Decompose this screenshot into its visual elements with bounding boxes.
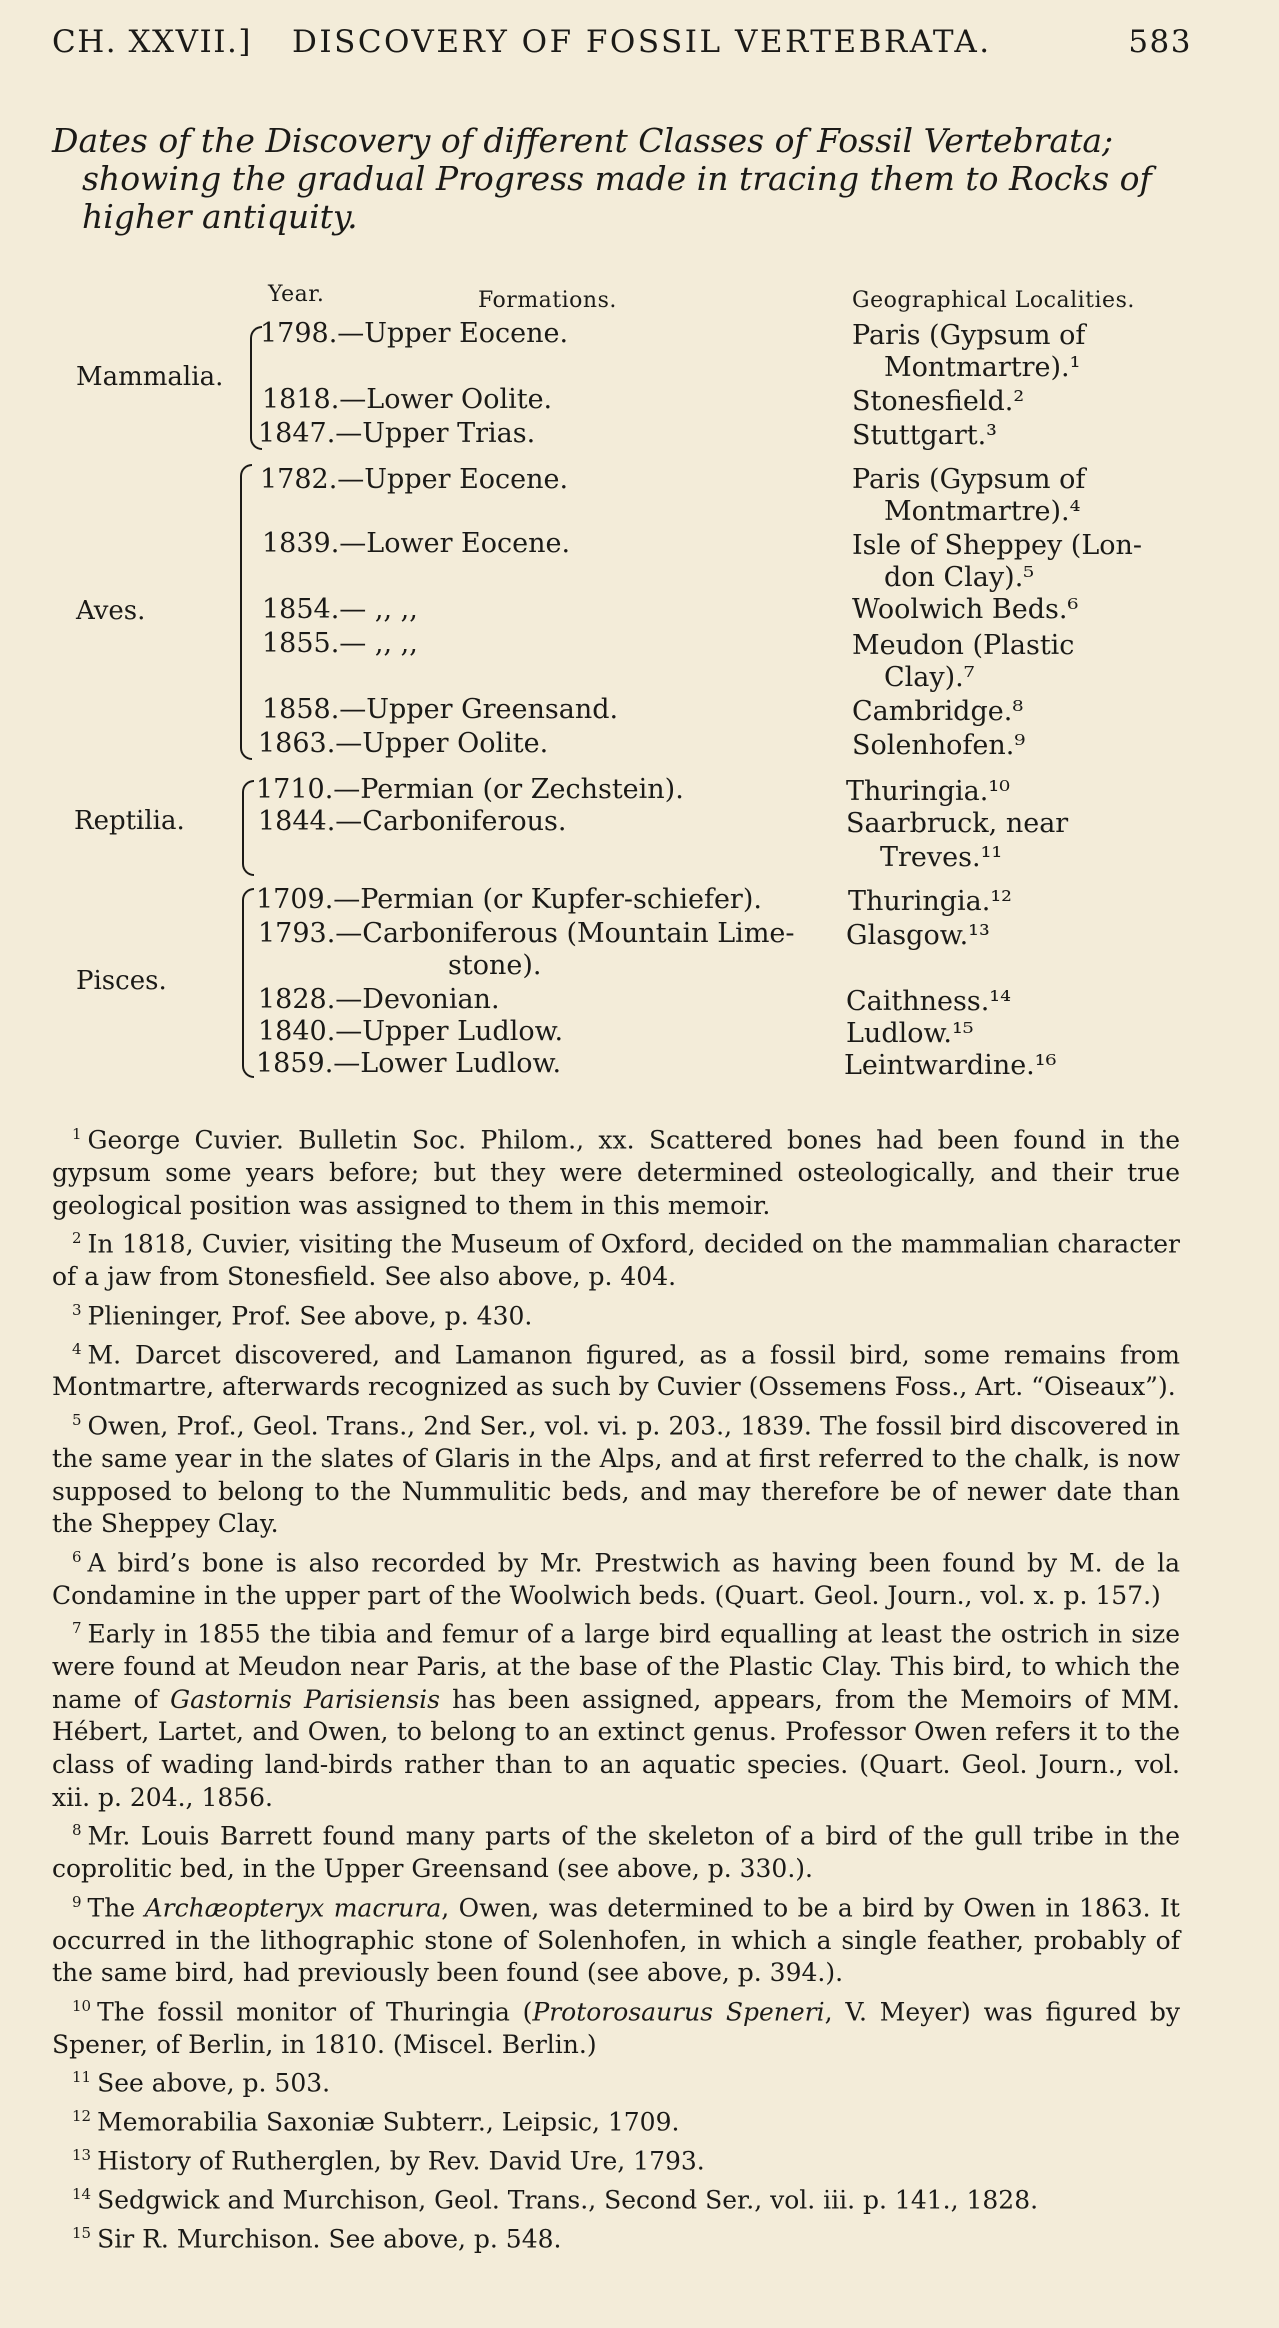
- class-label-reptilia: Reptilia.: [74, 806, 185, 836]
- footnote-text: Sir R. Murchison. See above, p. 548.: [97, 2224, 562, 2254]
- footnote-italic: Protorosaurus Speneri: [532, 1997, 825, 2027]
- locality: Cambridge.⁸: [852, 696, 1024, 727]
- chapter-label: CH. XXVII.]: [52, 24, 252, 60]
- footnote: [52, 1404, 1180, 1541]
- footnote-text: Owen, Prof., Geol. Trans., 2nd Ser., vol. vi. p. 203., 1839. The fossil bird discovered in the same year in the slates of Glaris in the Alps, and at first referred to the chalk, is now supposed to belong to the Nummulitic beds, and may therefore be of newer date than the Sheppey Clay.: [52, 1411, 1180, 1539]
- footnote-number: 2: [72, 1229, 82, 1248]
- footnote-text: Mr. Louis Barrett found many parts of the skeleton of a bird of the gull tribe in the coprolitic bed, in the Upper Greensand (see above, p. 330.).: [52, 1821, 1180, 1884]
- table-entry: 1793.—Carboniferous (Mountain Lime-: [258, 918, 795, 949]
- class-label-aves: Aves.: [76, 596, 146, 626]
- footnote-text: , Owen, was determined to be a bird by Owen in 1863. It occurred in the lithographic stone of Solenhofen, in which a single feather, probably of the same bird, had previously been found (see above, p. 394.).: [52, 1893, 1180, 1988]
- locality: Clay).⁷: [884, 662, 975, 693]
- locality: Glasgow.¹³: [846, 920, 990, 951]
- footnote-text: George Cuvier. Bulletin Soc. Philom., xx. Scattered bones had been found in the gypsum some years before; but they were determined osteologically, and their true geological position was assigned to them in this memoir.: [52, 1125, 1180, 1220]
- footnote-number: 8: [72, 1821, 82, 1840]
- footnote-number: 12: [72, 2107, 92, 2126]
- locality: Woolwich Beds.⁶: [852, 594, 1079, 625]
- footnote-number: 13: [72, 2146, 92, 2165]
- footnote-text: Early in 1855 the tibia and femur of a large bird equalling at least the ostrich in size were found at Meudon near Paris, at the base of the Plastic Clay. This bird, to which the name of: [52, 1619, 1180, 1714]
- table-entry: 1839.—Lower Eocene.: [262, 528, 571, 559]
- class-label-mammalia: Mammalia.: [76, 362, 224, 392]
- caption-line: showing the gradual Progress made in tracing them to Rocks of: [82, 159, 1152, 198]
- footnote-text: The fossil monitor of Thuringia (: [97, 1997, 533, 2027]
- table-entry: 1709.—Permian (or Kupfer-schiefer).: [256, 884, 762, 915]
- caption-line: Dates of the Discovery of different Classes of Fossil Vertebrata;: [52, 121, 1114, 160]
- locality: Meudon (Plastic: [852, 630, 1075, 661]
- footnote-text: A bird’s bone is also recorded by Mr. Prestwich as having been found by M. de la Condamine in the upper part of the Woolwich beds. (Quart. Geol. Journ., vol. x. p. 157.): [52, 1548, 1180, 1610]
- footnote-number: 7: [72, 1619, 82, 1638]
- table-entry: 1847.—Upper Trias.: [258, 418, 536, 449]
- table-entry: 1859.—Lower Ludlow.: [256, 1048, 562, 1079]
- brace-aves: [240, 464, 252, 760]
- footnote-number: 11: [72, 2068, 92, 2087]
- locality: Paris (Gypsum of: [852, 320, 1086, 351]
- footnote-text: M. Darcet discovered, and Lamanon figured, as a fossil bird, some remains from Montmartre, afterwards recognized as such by Cuvier (Ossemens Foss., Art. “Oiseaux”).: [52, 1339, 1180, 1402]
- table-entry: 1818.—Lower Oolite.: [262, 384, 553, 415]
- table-entry: 1855.— ,, ,,: [262, 628, 418, 659]
- footnote-number: 6: [72, 1547, 82, 1566]
- footnote-text: Memorabilia Saxoniæ Subterr., Leipsic, 1709.: [97, 2107, 680, 2137]
- footnote: [52, 1118, 1180, 1222]
- table-caption: [52, 122, 1202, 236]
- running-head: [52, 20, 1192, 66]
- brace-reptilia: [242, 780, 254, 876]
- column-header-formations: Formations.: [478, 288, 617, 313]
- locality: Stonesfield.²: [852, 386, 1025, 417]
- brace-pisces: [242, 888, 254, 1078]
- footnote-text: History of Rutherglen, by Rev. David Ure, 1793.: [97, 2146, 705, 2176]
- locality: Stuttgart.³: [852, 420, 997, 451]
- footnote: [52, 1222, 1180, 1294]
- column-header-year: Year.: [268, 282, 325, 307]
- table-entry: 1798.—Upper Eocene.: [260, 318, 569, 349]
- locality: Montmartre).⁴: [884, 496, 1081, 527]
- footnote-number: 3: [72, 1300, 82, 1319]
- footnote-number: 5: [72, 1411, 82, 1430]
- locality: Thuringia.¹⁰: [846, 776, 1010, 807]
- locality: Paris (Gypsum of: [852, 464, 1086, 495]
- locality: Montmartre).¹: [884, 352, 1081, 383]
- footnote-text: In 1818, Cuvier, visiting the Museum of Oxford, decided on the mammalian character of a jaw from Stonesfield. See also above, p. 404.: [52, 1229, 1180, 1292]
- page-number: 583: [1128, 24, 1192, 60]
- locality: Treves.¹¹: [880, 842, 1003, 873]
- table-entry: 1828.—Devonian.: [258, 984, 500, 1015]
- footnote: [52, 2217, 1180, 2256]
- footnote: [52, 2100, 1180, 2139]
- footnote-italic: Gastornis Parisiensis: [170, 1684, 440, 1714]
- locality: Saarbruck, near: [846, 808, 1069, 839]
- footnote-number: 1: [72, 1125, 82, 1143]
- footnote: [52, 1814, 1180, 1886]
- footnote: [52, 1333, 1180, 1405]
- footnote-text: Plieninger, Prof. See above, p. 430.: [87, 1300, 533, 1330]
- footnote-italic: Archæopteryx macrura: [144, 1893, 442, 1923]
- footnote: [52, 2061, 1180, 2100]
- table-entry: 1854.— ,, ,,: [262, 594, 418, 625]
- locality: Thuringia.¹²: [848, 886, 1012, 917]
- class-label-pisces: Pisces.: [76, 966, 167, 996]
- locality: Ludlow.¹⁵: [846, 1018, 974, 1049]
- footnote: [52, 2178, 1180, 2217]
- running-title: DISCOVERY OF FOSSIL VERTEBRATA.: [292, 24, 992, 60]
- table-entry: 1840.—Upper Ludlow.: [258, 1016, 564, 1047]
- footnote: [52, 2139, 1180, 2178]
- locality: Caithness.¹⁴: [846, 986, 1011, 1017]
- footnote: [52, 1886, 1180, 1990]
- footnote: [52, 1541, 1180, 1613]
- footnote-number: 14: [72, 2185, 92, 2204]
- footnote: [52, 1294, 1180, 1333]
- footnote-text: The: [87, 1893, 145, 1923]
- footnote-text: Sedgwick and Murchison, Geol. Trans., Second Ser., vol. iii. p. 141., 1828.: [97, 2185, 1039, 2215]
- footnotes: [52, 1118, 1180, 2256]
- column-header-localities: Geographical Localities.: [852, 288, 1135, 313]
- table-entry: 1858.—Upper Greensand.: [262, 694, 619, 725]
- footnote: [52, 1990, 1180, 2062]
- footnote-text: See above, p. 503.: [97, 2068, 331, 2098]
- footnote-text: has been assigned, appears, from the Memoirs of MM. Hébert, Lartet, and Owen, to belong to an extinct genus. Professor Owen refers it to the class of wading land-birds rather than to an aquatic species. (Quart. Geol. Journ., vol. xii. p. 204., 1856.: [52, 1684, 1180, 1812]
- footnote-text: , V. Meyer) was figured by Spener, of Berlin, in 1810. (Miscel. Berlin.): [52, 1997, 1180, 2059]
- table-entry: 1844.—Carboniferous.: [258, 806, 567, 837]
- locality: don Clay).⁵: [884, 562, 1035, 593]
- table-entry: 1710.—Permian (or Zechstein).: [256, 774, 684, 805]
- caption-line: higher antiquity.: [82, 197, 358, 236]
- footnote: [52, 1612, 1180, 1814]
- locality: Isle of Sheppey (Lon-: [852, 530, 1143, 561]
- locality: Leintwardine.¹⁶: [844, 1050, 1057, 1081]
- table-entry: 1863.—Upper Oolite.: [258, 728, 549, 759]
- table-entry: 1782.—Upper Eocene.: [260, 464, 569, 495]
- footnote-number: 4: [72, 1339, 82, 1358]
- footnote-number: 10: [72, 1996, 92, 2015]
- locality: Solenhofen.⁹: [852, 730, 1026, 761]
- table-entry: stone).: [448, 950, 542, 981]
- footnote-number: 15: [72, 2224, 92, 2242]
- footnote-number: 9: [72, 1892, 82, 1911]
